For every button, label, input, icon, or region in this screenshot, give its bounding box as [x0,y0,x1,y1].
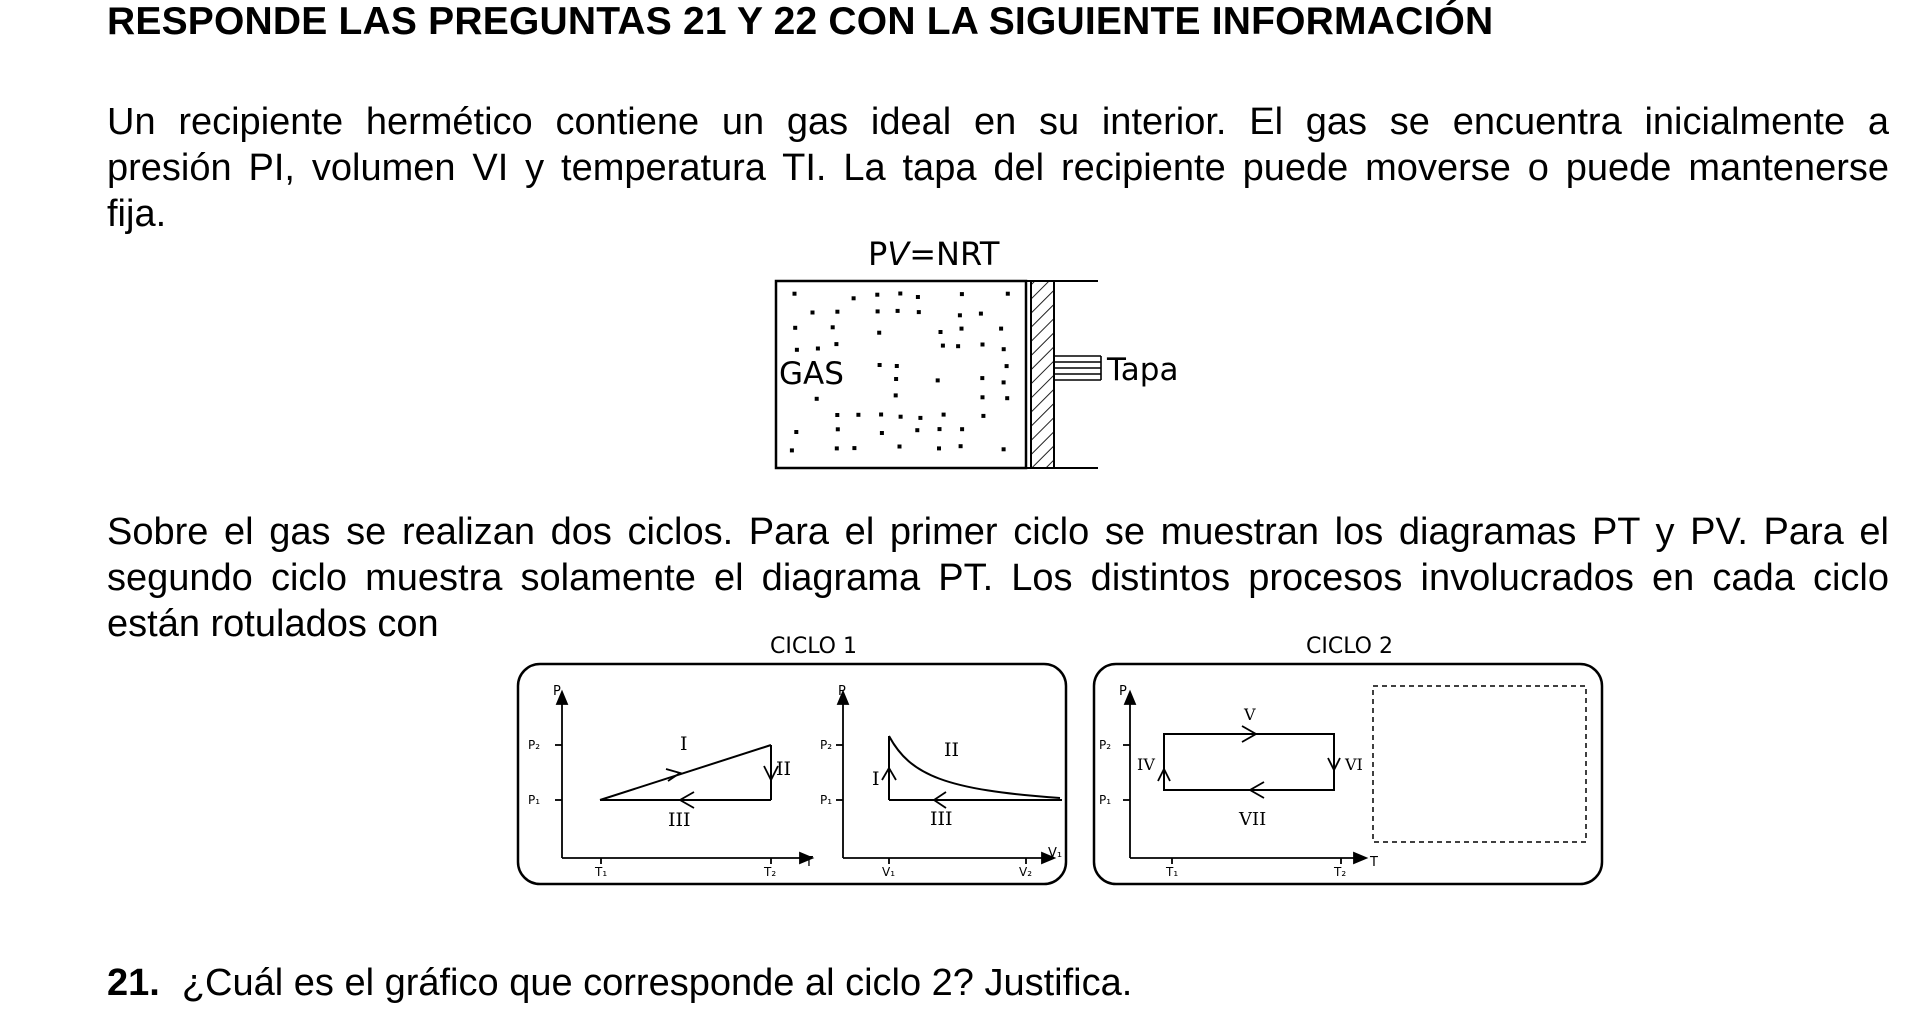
gas-particle [793,326,797,330]
gas-particle [960,327,964,331]
gas-particle [1005,364,1009,368]
c1pv-tick-v1: V₁ [882,865,896,879]
gas-particle [898,445,902,449]
c1pt-process-iii: III [668,809,691,831]
question-text: ¿Cuál es el gráfico que corresponde al ciclo 2? Justifica. [181,962,1133,1004]
c1pv-process-i: I [872,768,880,790]
gas-particle [795,348,799,352]
cycle1-pt-diagram [555,692,812,864]
c2pt-tick-t2: T₂ [1334,865,1347,879]
cycles-line-1: Sobre el gas se realizan dos ciclos. Para el primer ciclo se muestran los diagramas PT y PV. Para el [107,511,1889,553]
gas-particle [793,292,797,296]
gas-particle [852,446,856,450]
lid-piston [1031,281,1054,468]
gas-particle [979,312,983,316]
c2pt-tick-t1: T₁ [1166,865,1179,879]
gas-particle [1002,447,1006,451]
c1pv-tick-v2: V₂ [1019,865,1033,879]
lid-handle [1054,356,1101,380]
gas-particle [1005,396,1009,400]
gas-particle [1006,292,1010,296]
c1pv-process-ii: II [944,739,960,761]
gas-particle [880,431,884,435]
gas-particle [877,331,881,335]
question-21 [107,962,1132,1005]
answer-placeholder-box [1373,686,1586,842]
cycles-line-3: están rotulados con [107,603,439,645]
c1pt-x-axis: T [805,855,813,870]
c1pt-tick-t1: T₁ [595,865,608,879]
gas-particle [811,311,815,315]
gas-particle [831,325,835,329]
cycle2-frame [1094,664,1602,884]
gas-particle [981,414,985,418]
c1pt-tick-t2: T₂ [764,865,777,879]
gas-particle [956,344,960,348]
gas-particle [856,413,860,417]
gas-particle [896,309,900,313]
intro-line-3: fija. [107,193,167,235]
c2pt-tick-p2: P₂ [1099,738,1112,752]
gas-particle [1002,380,1006,384]
c1pt-process-i: I [680,733,688,755]
c2pt-process-v: V [1244,705,1256,724]
gas-particle [981,343,985,347]
c2pt-process-vi: VI [1345,755,1363,774]
gas-particle [894,377,898,381]
gas-label: GAS [779,356,844,392]
c2pt-process-vii: VII [1239,809,1267,830]
gas-particle [878,363,882,367]
gas-particle [898,292,902,296]
c2pt-tick-p1: P₁ [1099,793,1112,807]
cycle1-title: CICLO 1 [770,634,857,659]
gas-particle [958,313,962,317]
c1pv-y-axis: P [838,684,846,699]
c1pt-tick-p2: P₂ [528,738,541,752]
gas-particle [815,397,819,401]
gas-particle [918,416,922,420]
gas-particle [916,295,920,299]
gas-particle [794,430,798,434]
lid-label: Tapa [1107,352,1179,388]
c2pt-y-axis: P [1119,684,1127,699]
gas-particle [879,413,883,417]
gas-particle [899,415,903,419]
gas-particle [875,293,879,297]
gas-particle [917,310,921,314]
gas-particle [939,330,943,334]
cycle1-pv-diagram [836,692,1062,864]
gas-particle [835,413,839,417]
gas-particle [937,446,941,450]
gas-particle [836,427,840,431]
intro-line-1: Un recipiente hermético contiene un gas ideal en su interior. El gas se encuentra inicialmente a [107,101,1889,143]
c1pt-process-ii: II [776,758,792,780]
question-number: 21. [107,962,160,1004]
gas-particle [980,376,984,380]
c1pv-tick-p1: P₁ [820,793,833,807]
c1pv-x-axis: V₁ [1048,846,1063,861]
cycles-line-2: segundo ciclo muestra solamente el diagrama PT. Los distintos procesos involucrados en cada ciclo [107,557,1889,599]
gas-particle [960,292,964,296]
c1pv-process-iii: III [930,808,953,830]
gas-particle [835,446,839,450]
gas-particle [834,342,838,346]
gas-particle [936,378,940,382]
c2pt-x-axis: T [1370,855,1378,870]
gas-particle [816,347,820,351]
gas-particle [852,296,856,300]
gas-container-diagram [776,235,1178,468]
gas-particle [1002,347,1006,351]
gas-particle [876,309,880,313]
c1pt-tick-p1: P₁ [528,793,541,807]
gas-particle [960,427,964,431]
gas-particle [981,395,985,399]
gas-particle [894,393,898,397]
gas-particle [938,427,942,431]
c2pt-process-iv: IV [1137,755,1155,774]
gas-particle [790,448,794,452]
cycle2-title: CICLO 2 [1306,634,1393,659]
intro-line-2: presión PI, volumen VI y temperatura TI. La tapa del recipiente puede moverse o puede mantenerse [107,147,1889,189]
ideal-gas-equation: PV=NRT [868,235,1000,273]
gas-particle [941,344,945,348]
c1pv-tick-p2: P₂ [820,738,833,752]
c1pt-y-axis: P [553,684,561,699]
gas-particle [999,327,1003,331]
gas-particle [942,413,946,417]
gas-particle [835,310,839,314]
page-heading: RESPONDE LAS PREGUNTAS 21 Y 22 CON LA SIGUIENTE INFORMACIÓN [107,0,1494,43]
gas-particle [959,444,963,448]
cycle1-frame [518,664,1066,884]
gas-particle [915,428,919,432]
gas-particle [895,364,899,368]
